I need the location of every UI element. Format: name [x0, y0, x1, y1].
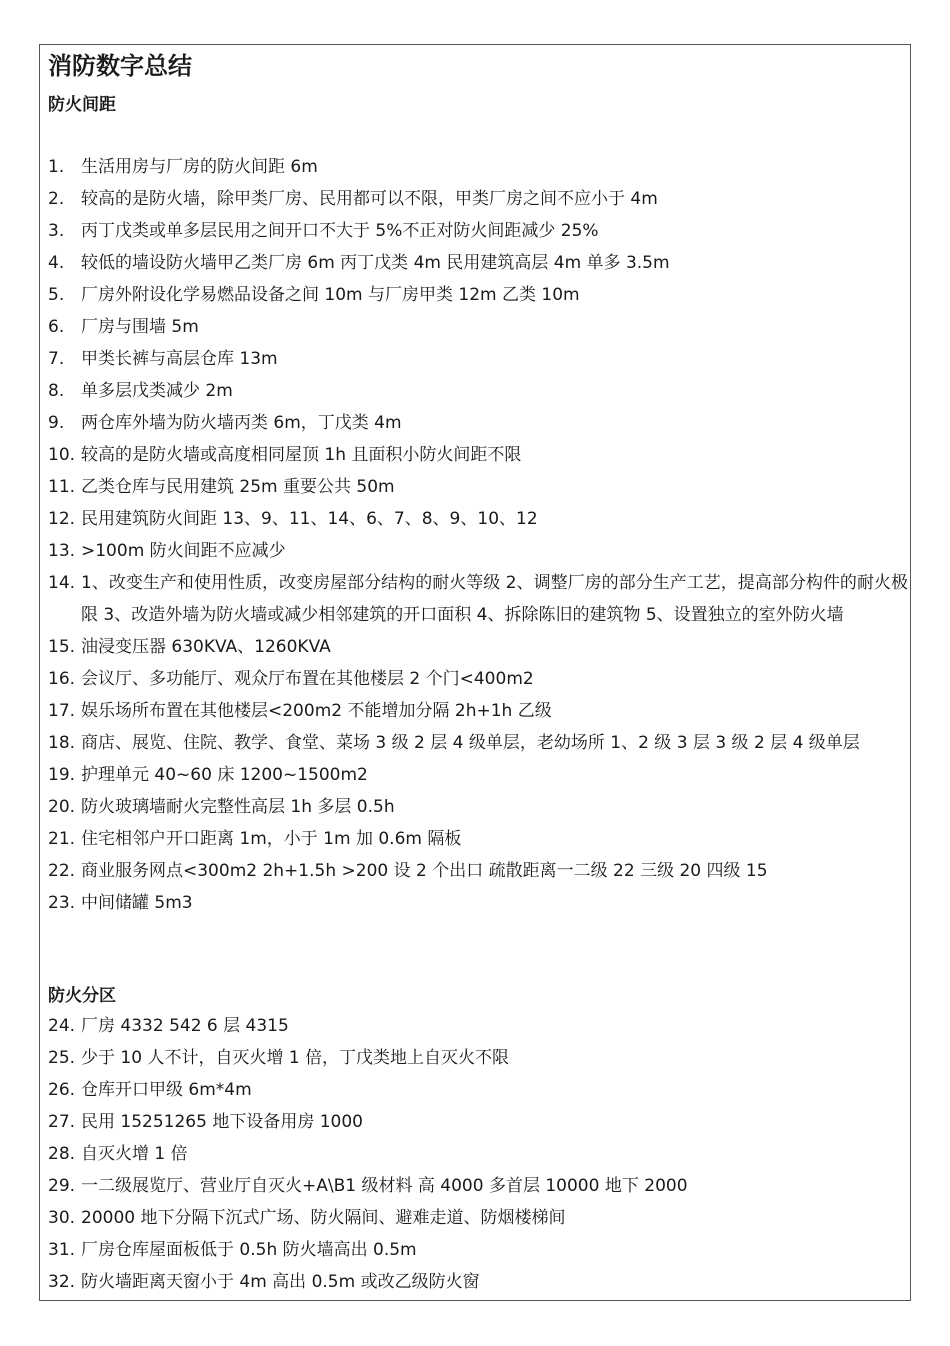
list-item	[48, 247, 908, 279]
list-item-number: 29.	[48, 1176, 76, 1196]
list-item-text: 一二级展览厅、营业厅自灭火+A\B1 级材料 高 4000 多首层 10000 地下 2000	[81, 1176, 688, 1196]
list-item-text: 商业服务网点<300m2 2h+1.5h >200 设 2 个出口 疏散距离一二级 22 三级 20 四级 15	[81, 861, 768, 881]
list-item-number: 26.	[48, 1080, 76, 1100]
list-item-number: 1.	[48, 157, 65, 177]
list-item-text: 单多层戊类减少 2m	[81, 381, 233, 401]
list-item-number: 14.	[48, 573, 76, 593]
list-item-number: 9.	[48, 413, 65, 433]
list-item-number: 32.	[48, 1272, 76, 1292]
list-item-number: 4.	[48, 253, 65, 273]
list-item-text: 甲类长裤与高层仓库 13m	[81, 349, 278, 369]
list-item	[48, 407, 908, 439]
list-item-text: 民用建筑防火间距 13、9、11、14、6、7、8、9、10、12	[81, 509, 538, 529]
list-item-number: 21.	[48, 829, 76, 849]
list-item-number: 24.	[48, 1016, 76, 1036]
list-item	[48, 215, 908, 247]
list-item-number: 17.	[48, 701, 76, 721]
list-item	[48, 1234, 908, 1266]
list-item-text: 厂房外附设化学易燃品设备之间 10m 与厂房甲类 12m 乙类 10m	[81, 285, 580, 305]
list-item-text: 较高的是防火墙或高度相同屋顶 1h 且面积小防火间距不限	[81, 445, 522, 465]
list-item-text: 较低的墙设防火墙甲乙类厂房 6m 丙丁戊类 4m 民用建筑高层 4m 单多 3.5m	[81, 253, 670, 273]
list-item	[48, 631, 908, 663]
list-item-number: 6.	[48, 317, 65, 337]
list-item	[48, 311, 908, 343]
list-item	[48, 1010, 908, 1042]
zoning-list	[48, 1010, 908, 1298]
list-item	[48, 1266, 908, 1298]
section-heading-spacing: 防火间距	[48, 95, 116, 115]
list-item-number: 28.	[48, 1144, 76, 1164]
list-item-text: 丙丁戊类或单多层民用之间开口不大于 5%不正对防火间距减少 25%	[81, 221, 599, 241]
list-item-number: 3.	[48, 221, 65, 241]
list-item	[48, 727, 908, 759]
list-item	[48, 1170, 908, 1202]
list-item	[48, 343, 908, 375]
list-item-text: >100m 防火间距不应减少	[81, 541, 286, 561]
list-item-number: 27.	[48, 1112, 76, 1132]
list-item	[48, 1202, 908, 1234]
section-heading-zoning: 防火分区	[48, 986, 116, 1006]
list-item	[48, 503, 908, 535]
list-item-number: 5.	[48, 285, 65, 305]
list-item-text: 生活用房与厂房的防火间距 6m	[81, 157, 318, 177]
list-item-number: 18.	[48, 733, 76, 753]
list-item-text: 20000 地下分隔下沉式广场、防火隔间、避难走道、防烟楼梯间	[81, 1208, 566, 1228]
list-item	[48, 375, 908, 407]
list-item-number: 16.	[48, 669, 76, 689]
list-item	[48, 823, 908, 855]
list-item-text: 较高的是防火墙，除甲类厂房、民用都可以不限，甲类厂房之间不应小于 4m	[81, 189, 658, 209]
list-item	[48, 855, 908, 887]
list-item-text: 娱乐场所布置在其他楼层<200m2 不能增加分隔 2h+1h 乙级	[81, 701, 552, 721]
list-item-text: 会议厅、多功能厅、观众厅布置在其他楼层 2 个门<400m2	[81, 669, 534, 689]
list-item	[48, 791, 908, 823]
list-item	[48, 183, 908, 215]
list-item-number: 10.	[48, 445, 76, 465]
list-item-number: 11.	[48, 477, 76, 497]
list-item-text: 防火墙距离天窗小于 4m 高出 0.5m 或改乙级防火窗	[81, 1272, 480, 1292]
list-item-text: 两仓库外墙为防火墙丙类 6m，丁戊类 4m	[81, 413, 402, 433]
list-item-number: 31.	[48, 1240, 76, 1260]
list-item	[48, 1138, 908, 1170]
list-item	[48, 1074, 908, 1106]
document-frame	[39, 44, 911, 1301]
list-item-number: 22.	[48, 861, 76, 881]
list-item-number: 13.	[48, 541, 76, 561]
list-item-number: 19.	[48, 765, 76, 785]
list-item	[48, 663, 908, 695]
list-item	[48, 887, 908, 919]
list-item	[48, 279, 908, 311]
list-item-text: 少于 10 人不计，自灭火增 1 倍，丁戊类地上自灭火不限	[81, 1048, 510, 1068]
list-item	[48, 759, 908, 791]
list-item-number: 7.	[48, 349, 65, 369]
spacing-list	[48, 151, 908, 919]
list-item	[48, 471, 908, 503]
list-item-text: 1、改变生产和使用性质，改变房屋部分结构的耐火等级 2、调整厂房的部分生产工艺，提高部分构件的耐火极限 3、改造外墙为防火墙或减少相邻建筑的开口面积 4、拆除陈旧的建筑物 5、设置独立的室外防火墙	[81, 573, 908, 625]
list-item	[48, 1106, 908, 1138]
list-item-text: 仓库开口甲级 6m*4m	[81, 1080, 252, 1100]
list-item-number: 20.	[48, 797, 76, 817]
list-item	[48, 1042, 908, 1074]
list-item-number: 15.	[48, 637, 76, 657]
list-item-number: 23.	[48, 893, 76, 913]
list-item-number: 25.	[48, 1048, 76, 1068]
list-item-number: 8.	[48, 381, 65, 401]
list-item-text: 自灭火增 1 倍	[81, 1144, 188, 1164]
list-item	[48, 151, 908, 183]
list-item	[48, 695, 908, 727]
list-item	[48, 439, 908, 471]
page-title: 消防数字总结	[48, 52, 192, 80]
list-item-text: 防火玻璃墙耐火完整性高层 1h 多层 0.5h	[81, 797, 395, 817]
list-item	[48, 567, 908, 631]
list-item-number: 2.	[48, 189, 65, 209]
list-item-text: 乙类仓库与民用建筑 25m 重要公共 50m	[81, 477, 395, 497]
list-item-number: 30.	[48, 1208, 76, 1228]
list-item-text: 厂房仓库屋面板低于 0.5h 防火墙高出 0.5m	[81, 1240, 417, 1260]
list-item-text: 民用 15251265 地下设备用房 1000	[81, 1112, 364, 1132]
list-item-text: 厂房与围墙 5m	[81, 317, 199, 337]
list-item-text: 住宅相邻户开口距离 1m，小于 1m 加 0.6m 隔板	[81, 829, 462, 849]
list-item	[48, 535, 908, 567]
list-item-number: 12.	[48, 509, 76, 529]
list-item-text: 商店、展览、住院、教学、食堂、菜场 3 级 2 层 4 级单层，老幼场所 1、2 级 3 层 3 级 2 层 4 级单层	[81, 733, 860, 753]
list-item-text: 中间储罐 5m3	[81, 893, 193, 913]
list-item-text: 护理单元 40~60 床 1200~1500m2	[81, 765, 368, 785]
list-item-text: 油浸变压器 630KVA、1260KVA	[81, 637, 331, 657]
list-item-text: 厂房 4332 542 6 层 4315	[81, 1016, 289, 1036]
